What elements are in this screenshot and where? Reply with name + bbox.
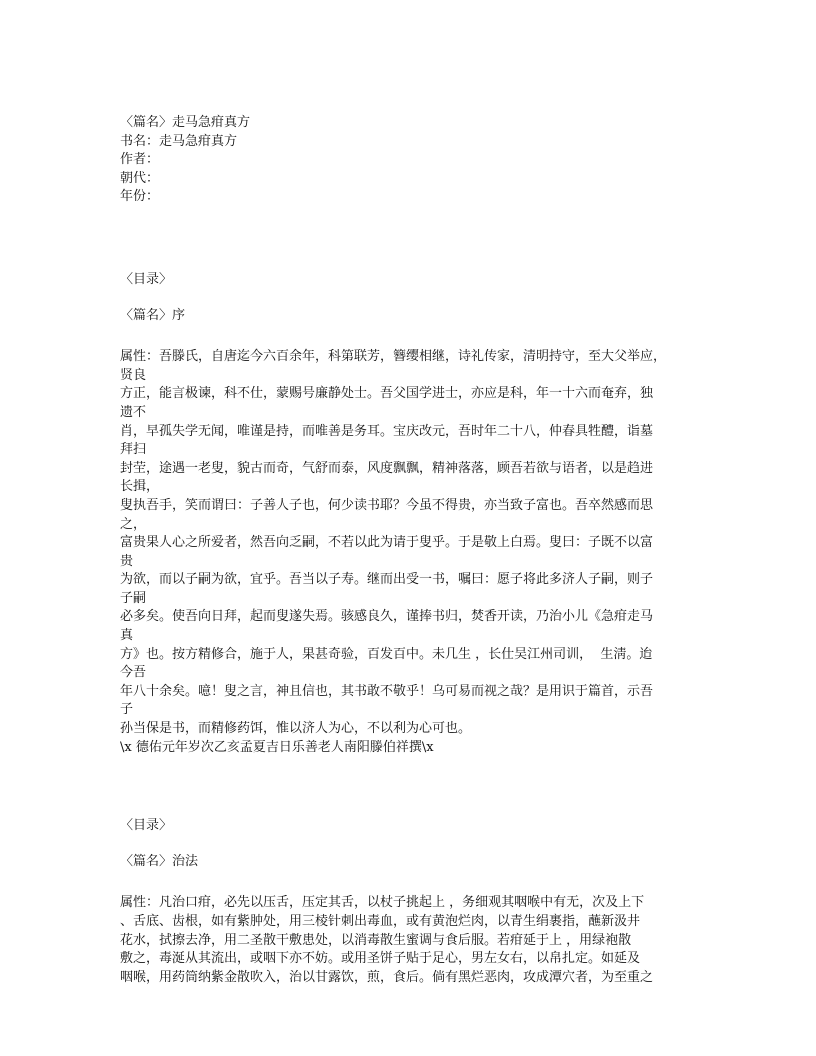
section-preface xyxy=(120,271,700,757)
text-line: 遗不 xyxy=(120,404,147,420)
treatment-body xyxy=(120,894,700,987)
header-block xyxy=(120,114,700,207)
text-line: 属性：凡治口疳，必先以压舌，压定其舌，以杖子挑起上 ，务细观其咽喉中有无，次及上下 xyxy=(120,895,645,911)
text-line: 封茔，途遇一老叟，貌古而奇，气舒而泰，风度飘飘，精神落落，顾吾若欲与语者，以是趋进 xyxy=(120,460,654,476)
text-line: 敷之，毒涎从其流出，或咽下亦不妨。或用圣饼子贴于足心，男左女右，以帛扎定。如延及 xyxy=(120,951,641,967)
toc-marker: 〈目录〉 xyxy=(120,271,173,287)
text-line: 花水，拭擦去净，用二圣散干敷患处，以消毒散生蜜调与食后服。若疳延于上 ，用绿袍散 xyxy=(120,932,632,948)
text-line: 孙当保是书，而精修药饵，惟以济人为心，不以利为心可也。 xyxy=(120,721,472,737)
toc-marker: 〈目录〉 xyxy=(120,818,173,834)
book-name: 书名：走马急疳真方 xyxy=(120,133,238,149)
preface-body xyxy=(120,348,700,757)
document-page xyxy=(120,114,700,987)
text-line: 长揖， xyxy=(120,479,160,495)
text-line: 叟执吾手，笑而谓曰：子善人子也，何少读书耶？今虽不得贵，亦当致子富也。吾卒然感而思 xyxy=(120,497,654,513)
text-line: 为欲，而以子嗣为欲，宜乎。吾当以子寿。继而出受一书，嘱曰：愿子将此多济人子嗣，则子 xyxy=(120,572,654,588)
text-line: 贵 xyxy=(120,553,134,569)
section-treatment xyxy=(120,817,700,987)
text-line: 肖，早孤失学无闻，唯谨是持，而唯善是务耳。宝庆改元，吾时年二十八，仲春具牲醴，诣墓 xyxy=(120,423,654,439)
text-line: 今吾 xyxy=(120,665,147,681)
text-line: 方》也。按方精修合，施于人，果甚奇验，百发百中。未几生 ，长仕吴江州司训， 生淸。迨 xyxy=(120,646,653,662)
text-line: 咽喉，用药筒纳紫金散吹入，治以甘露饮，煎，食后。倘有黑烂恶肉，攻成潭穴者，为至重之 xyxy=(120,969,654,985)
text-line: 贤良 xyxy=(120,367,147,383)
text-line: 属性：吾滕氏，自唐迄今六百余年，科第联芳，簪缨相继，诗礼传家，清明持守，至大父举应， xyxy=(120,349,667,365)
text-line: 子嗣 xyxy=(120,590,147,606)
text-line: 拜扫 xyxy=(120,442,147,458)
text-line: 富贵果人心之所爱者，然吾向乏嗣，不若以此为请于叟乎。于是敬上白焉。叟曰：子既不以富 xyxy=(120,535,654,551)
text-line: 之， xyxy=(120,516,147,532)
dynasty-field: 朝代： xyxy=(120,170,160,186)
year-field: 年份： xyxy=(120,189,160,205)
text-line: 子 xyxy=(120,702,134,718)
text-line: 年八十余矣。噫！叟之言，神且信也，其书敢不敬乎！乌可易而视之哉？是用识于篇首，示吾 xyxy=(120,683,654,699)
author-field: 作者： xyxy=(120,152,160,168)
text-line: 真 xyxy=(120,628,134,644)
text-line: 方正，能言极谏，科不仕，蒙赐号廉静处士。吾父国学进士，亦应是科，年一十六而奄弃，独 xyxy=(120,386,654,402)
text-line: 必多矣。使吾向日拜，起而叟遂失焉。骇感良久，谨捧书归，焚香开读，乃治小儿《急疳走马 xyxy=(120,609,654,625)
section-title: 〈篇名〉治法 xyxy=(120,853,199,869)
signature-line: \x 德佑元年岁次乙亥孟夏吉日乐善老人南阳滕伯祥撰\x xyxy=(120,739,434,755)
text-line: 、舌底、齿根，如有紫肿处，用三棱针刺出毒血，或有黄泡烂肉，以青生绢裹指，蘸新汲井 xyxy=(120,914,641,929)
section-title: 〈篇名〉序 xyxy=(120,307,186,323)
chapter-title: 〈篇名〉走马急疳真方 xyxy=(120,115,251,130)
